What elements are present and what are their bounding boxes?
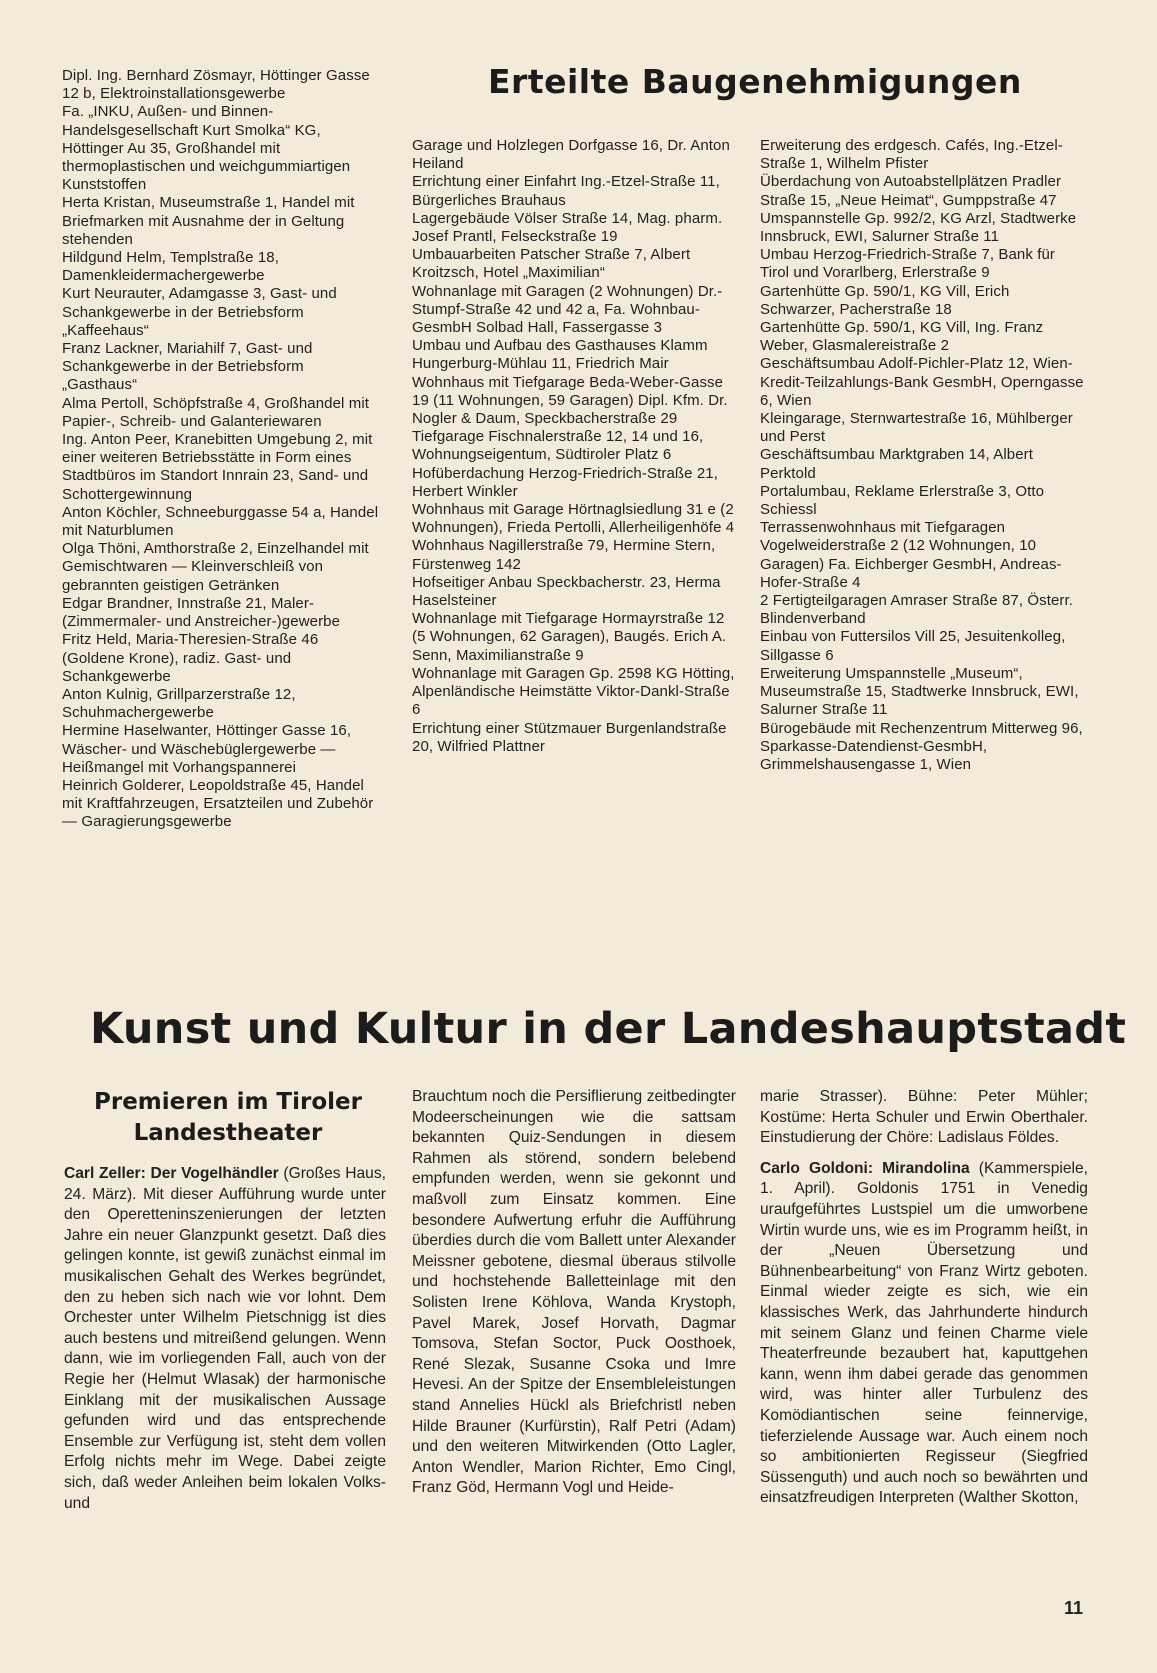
permit-entry: Garage und Holzlegen Dorfgasse 16, Dr. Anton Heiland [412, 137, 730, 173]
permit-entry: Geschäftsumbau Adolf-Pichler-Platz 12, Wien-Kredit-Teilzahlungs-Bank GesmbH, Operngasse 6, Wien [760, 355, 1084, 409]
article-text: (Kammerspiele, 1. April). Goldonis 1751 in Venedig uraufgeführtes Lustspiel um die umworbene Wirtin wurde uns, wie es im Programm heißt, in der „Neuen Übersetzung und Bühnenbearbeitung“ von Franz Wirtz geboten. Einmal wieder zeigte es sich, wie ein klassisches Werk, das Jahrhunderte hindurch mit seinem Glanz und feinen Charme viele Theaterfreunde bezaubert hat, kaputtgehen kann, wenn ihm dabei gerade das genommen wird, was hinter aller Turbulenz des Komödiantischen seine feinnervige, tieferzielende Aussage war. Auch einem noch so ambitionierten Regisseur (Siegfried Süssenguth) und auch noch so bewährten und einsatzfreudigen Interpreten (Walther Skotton, [760, 1159, 1088, 1507]
permit-entry: Hofüberdachung Herzog-Friedrich-Straße 21, Herbert Winkler [412, 464, 719, 500]
permits-heading: Erteilte Baugenehmigungen [488, 62, 1022, 101]
license-entry: Herta Kristan, Museumstraße 1, Handel mit Briefmarken mit Ausnahme der in Geltung stehenden [62, 194, 355, 248]
article-text: Brauchtum noch die Persiflierung zeitbedingter Modeerscheinungen wie die sattsam bekannten Quiz-Sendungen in diesem Rahmen als störend, sondern belebend empfunden werden, wenn sie gekonnt und maßvoll zum Einsatz kommen. Eine besondere Aufwertung erfuhr die Aufführung überdies durch die vom Ballett unter Alexander Meissner gebotene, diesmal überaus stilvolle und hochstehende Balletteinlage mit den Solisten Irene Köhlova, Wanda Krystoph, Pavel Marek, Josef Horvath, Dagmar Tomsova, Stefan Soctor, Puck Oosthoek, René Slezak, Susanne Csoka und Imre Hevesi. An der Spitze der Ensembleleistungen stand Annelies Hückl als Briefchristl neben Hilde Brauner (Kurfürstin), Ralf Petri (Adam) und den weiteren Mitwirkenden (Otto Lagler, Anton Wendler, Marion Richter, Emo Cingl, Franz Göd, Hermann Vogl und Heide- [412, 1088, 736, 1497]
article-text: marie Strasser). Bühne: Peter Mühler; Kostüme: Herta Schuler und Erwin Oberthaler. Einstudierung der Chöre: Ladislaus Földes. [760, 1088, 1088, 1147]
permit-entry: 2 Fertigteilgaragen Amraser Straße 87, Österr. Blindenverband [760, 592, 1074, 628]
permit-entry: Portalumbau, Reklame Erlerstraße 3, Otto Schiessl [760, 482, 1045, 519]
license-entry: Anton Kulnig, Grillparzerstraße 12, Schuhmachergewerbe [62, 685, 296, 722]
license-entry: Anton Köchler, Schneeburggasse 54 a, Handel mit Naturblumen [62, 503, 379, 540]
permit-entry: Bürogebäude mit Rechenzentrum Mitterweg 96, Sparkasse-Datendienst-GesmbH, Grimmelshausengasse 1, Wien [760, 719, 1083, 773]
license-entry: Franz Lackner, Mariahilf 7, Gast- und Schankgewerbe in der Betriebsform „Gasthaus“ [62, 340, 313, 394]
license-entry: Fritz Held, Maria-Theresien-Straße 46 (Goldene Krone), radiz. Gast- und Schankgewerbe [62, 631, 319, 685]
license-entry: Ing. Anton Peer, Kranebitten Umgebung 2, mit einer weiteren Betriebsstätte in Form eines Stadtbüros im Standort Innrain 23, Sand- und Schottergewinnung [62, 431, 373, 503]
license-entry: Fa. „INKU, Außen- und Binnen-Handelsgesellschaft Kurt Smolka“ KG, Höttinger Au 35, Großhandel mit thermoplastischen und weichgummiartigen Kunststoffen [62, 103, 351, 194]
permit-entry: Wohnanlage mit Tiefgarage Hormayrstraße 12 (5 Wohnungen, 62 Garagen), Baugés. Erich A. Senn, Maximilianstraße 9 [412, 610, 727, 664]
article-column-2 [412, 1087, 736, 1499]
permit-entry: Wohnhaus mit Tiefgarage Beda-Weber-Gasse 19 (11 Wohnungen, 59 Garagen) Dipl. Kfm. Dr. Nogler & Daum, Speckbacherstraße 29 [412, 373, 728, 428]
permit-entry: Gartenhütte Gp. 590/1, KG Vill, Ing. Franz Weber, Glasmalereistraße 2 [760, 319, 1044, 355]
work-title-mirandolina: Carlo Goldoni: Mirandolina [760, 1159, 970, 1177]
culture-heading: Kunst und Kultur in der Landeshauptstadt [90, 1004, 1127, 1054]
license-entry: Heinrich Golderer, Leopoldstraße 45, Handel mit Kraftfahrzeugen, Ersatzteilen und Zubehör — Garagierungsgewerbe [62, 776, 374, 831]
permit-entry: Terrassenwohnhaus mit Tiefgaragen Vogelweiderstraße 2 (12 Wohnungen, 10 Garagen) Fa. Eichberger GesmbH, Andreas-Hofer-Straße 4 [760, 519, 1062, 591]
license-entry: Olga Thöni, Amthorstraße 2, Einzelhandel mit Gemischtwaren — Kleinverschleiß von gebrannten geistigen Getränken [62, 540, 369, 594]
license-entry: Alma Pertoll, Schöpfstraße 4, Großhandel mit Papier-, Schreib- und Galanteriewaren [62, 394, 370, 430]
page-number: 11 [1064, 1598, 1084, 1618]
work-title-vogelhaendler: Carl Zeller: Der Vogelhändler [64, 1165, 279, 1182]
permit-entry: Umbauarbeiten Patscher Straße 7, Albert Kroitzsch, Hotel „Maximilian“ [412, 246, 691, 282]
license-entry: Hildgund Helm, Templstraße 18, Damenkleidermachergewerbe [62, 249, 279, 285]
permit-entry: Lagergebäude Völser Straße 14, Mag. pharm. Josef Prantl, Felseckstraße 19 [412, 209, 723, 246]
permit-entry: Wohnhaus mit Garage Hörtnaglsiedlung 31 e (2 Wohnungen), Frieda Pertolli, Allerheiligenhöfe 4 [412, 501, 735, 537]
permit-entry: Umbau Herzog-Friedrich-Straße 7, Bank für Tirol und Vorarlberg, Erlerstraße 9 [760, 246, 1056, 282]
permit-entry: Errichtung einer Einfahrt Ing.-Etzel-Straße 11, Bürgerliches Brauhaus [412, 173, 720, 209]
permit-entry: Wohnanlage mit Garagen (2 Wohnungen) Dr.-Stumpf-Straße 42 und 42 a, Fa. Wohnbau-GesmbH Solbad Hall, Fassergasse 3 [412, 282, 723, 337]
permit-entry: Überdachung von Autoabstellplätzen Pradler Straße 15, „Neue Heimat“, Gumppstraße 47 [760, 173, 1062, 209]
permit-entry: Gartenhütte Gp. 590/1, KG Vill, Erich Schwarzer, Pacherstraße 18 [760, 282, 1010, 318]
permit-entry: Wohnhaus Nagillerstraße 79, Hermine Stern, Fürstenweg 142 [412, 537, 716, 573]
permit-entry: Erweiterung des erdgesch. Cafés, Ing.-Etzel-Straße 1, Wilhelm Pfister [760, 137, 1063, 173]
license-entry: Dipl. Ing. Bernhard Zösmayr, Höttinger Gasse 12 b, Elektroinstallationsgewerbe [62, 67, 370, 103]
permits-column-1 [412, 137, 738, 756]
article-column-1 [64, 1164, 386, 1514]
permit-entry: Kleingarage, Sternwartestraße 16, Mühlberger und Perst [760, 410, 1073, 446]
permit-entry: Errichtung einer Stützmauer Burgenlandstraße 20, Wilfried Plattner [412, 719, 727, 755]
permit-entry: Umbau und Aufbau des Gasthauses Klamm Hungerburg-Mühlau 11, Friedrich Mair [412, 337, 708, 373]
premiere-heading: Premieren im Tiroler Landestheater [94, 1089, 362, 1146]
article-column-3 [760, 1087, 1088, 1509]
permit-entry: Tiefgarage Fischnalerstraße 12, 14 und 16, Wohnungseigentum, Südtiroler Platz 6 [412, 428, 704, 464]
article-text: (Großes Haus, 24. März). Mit dieser Aufführung wurde unter den Operetteninszenierungen der letzten Jahre ein neuer Glanzpunkt gesetzt. Daß dies gelingen konnte, ist gewiß zunächst einmal im musikalischen Gehalt des Werkes begründet, den zu heben sich nach wie vor lohnt. Dem Orchester unter Wilhelm Pietschnigg ist dies auch bestens und mitreißend gelungen. Wenn dann, wie im vorliegenden Fall, auch von der Regie her (Helmut Wlasak) der harmonische Einklang mit der musikalischen Aussage gefunden wird und das entsprechende Ensemble zur Verfügung ist, steht dem vollen Erfolg nichts mehr im Wege. Dabei zeigte sich, daß weder Anleihen beim lokalen Volks- und [64, 1165, 386, 1512]
permit-entry: Geschäftsumbau Marktgraben 14, Albert Perktold [760, 446, 1034, 482]
permit-entry: Wohnanlage mit Garagen Gp. 2598 KG Hötting, Alpenländische Heimstätte Viktor-Dankl-Straße 6 [412, 664, 735, 719]
permit-entry: Hofseitiger Anbau Speckbacherstr. 23, Herma Haselsteiner [412, 573, 721, 610]
license-entry: Edgar Brandner, Innstraße 21, Maler- (Zimmermaler- und Anstreicher-)gewerbe [62, 594, 341, 631]
license-list [62, 67, 382, 832]
permits-column-2 [760, 137, 1088, 774]
license-entry: Hermine Haselwanter, Höttinger Gasse 16, Wäscher- und Wäschebüglergewerbe — Heißmangel mit Vorhangspannerei [62, 722, 352, 776]
permit-entry: Erweiterung Umspannstelle „Museum“, Museumstraße 15, Stadtwerke Innsbruck, EWI, Salurner Straße 11 [760, 664, 1079, 719]
permit-entry: Einbau von Futtersilos Vill 25, Jesuitenkolleg, Sillgasse 6 [760, 628, 1066, 664]
license-entry: Kurt Neurauter, Adamgasse 3, Gast- und Schankgewerbe in der Betriebsform „Kaffeehaus“ [62, 285, 337, 339]
permit-entry: Umspannstelle Gp. 992/2, KG Arzl, Stadtwerke Innsbruck, EWI, Salurner Straße 11 [760, 209, 1077, 246]
